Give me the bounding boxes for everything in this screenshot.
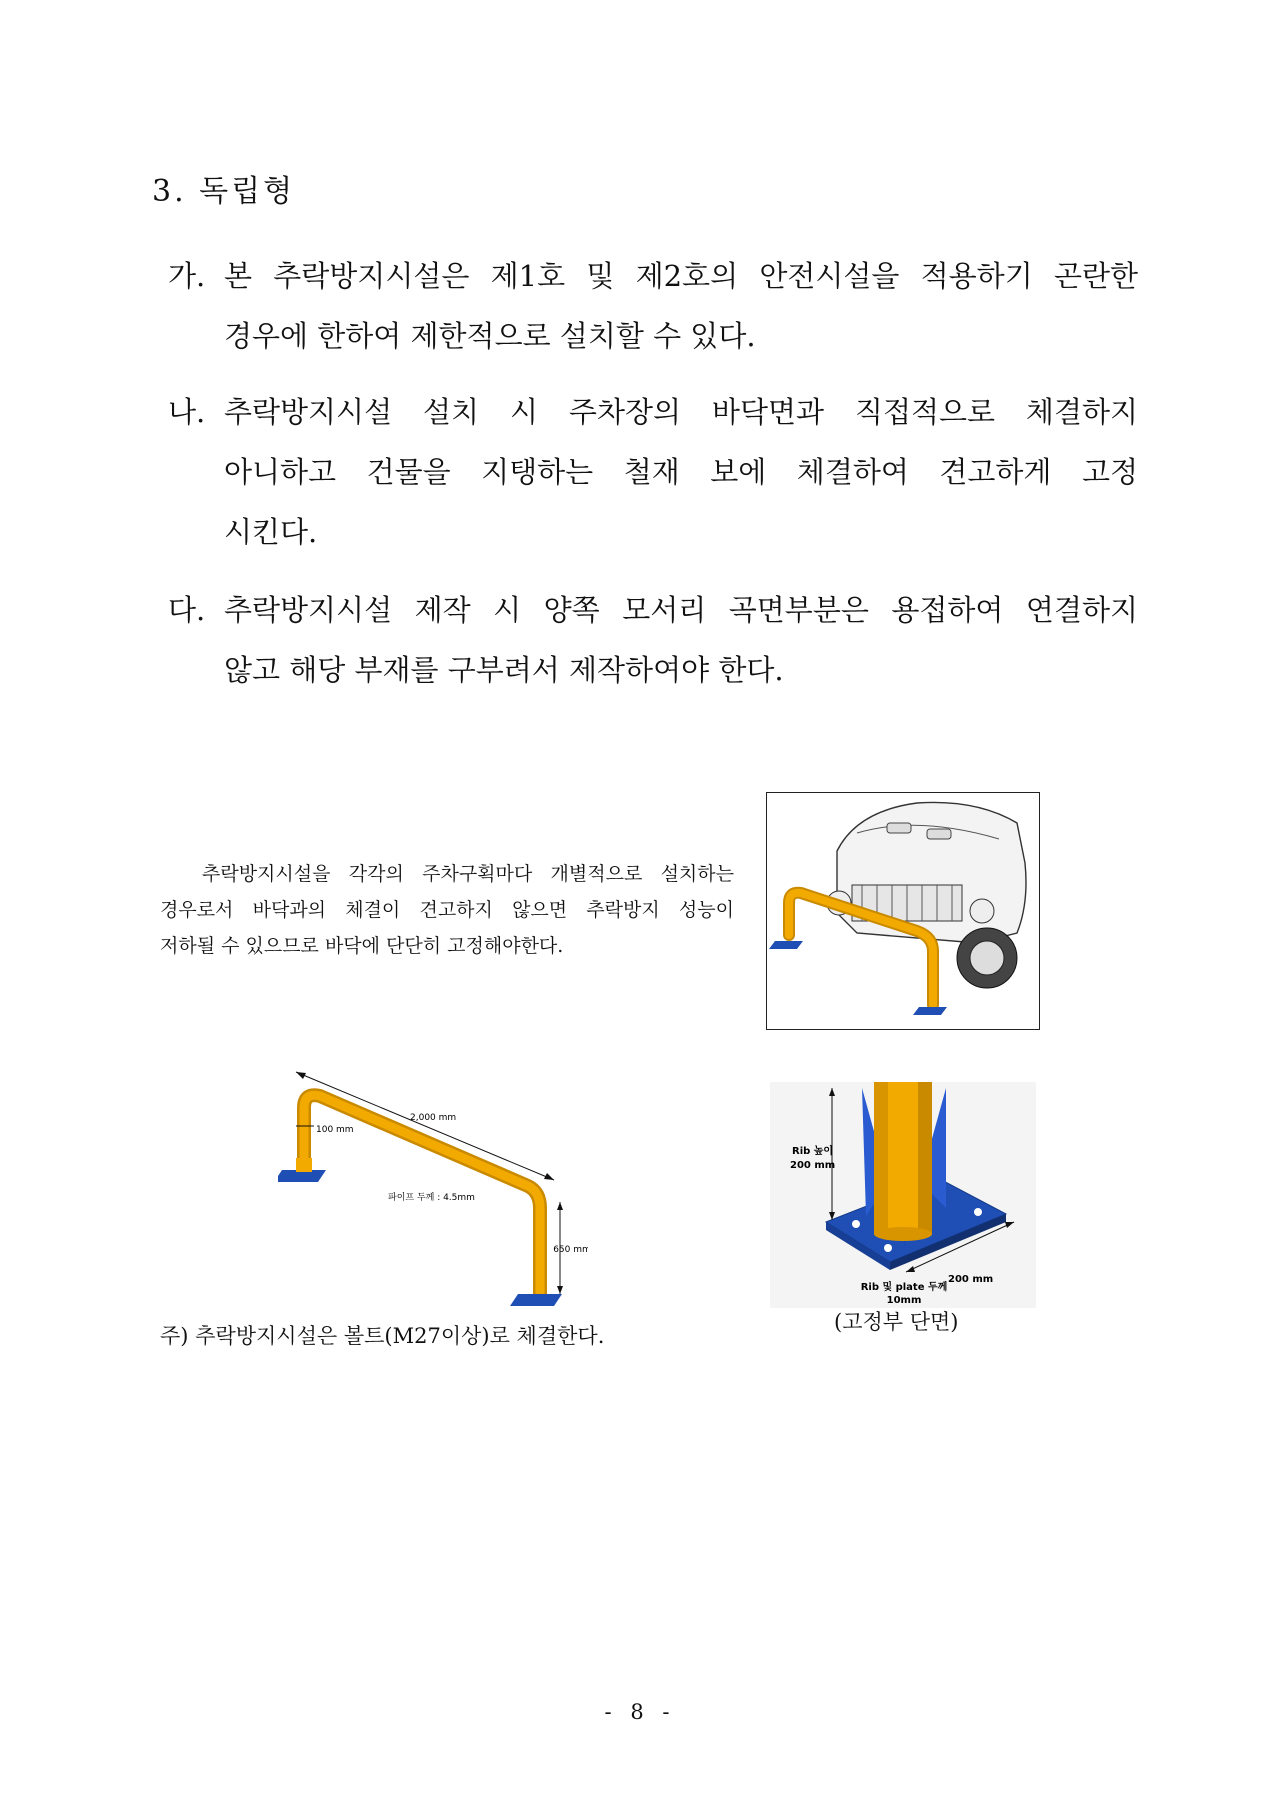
item-text: 경우에 한하여 제한적으로 설치할 수 있다. [224,319,756,353]
thickness-label-2: 10mm [886,1295,922,1306]
note-line: 추락방지시설을 각각의 주차구획마다 개별적으로 설치하는 [202,863,734,885]
item-text: 아니하고 건물을 지탱하는 철재 보에 체결하여 견고하게 고정 [224,455,1138,489]
figure-caption: (고정부 단면) [834,1310,959,1334]
installation-note [160,856,734,964]
note-line: 저하될 수 있으므로 바닥에 단단히 고정해야한다. [160,935,564,957]
item-text: 시킨다. [224,515,318,549]
item-marker: 다. [168,593,206,627]
barrier-dimension-figure [278,1062,588,1312]
car-barrier-figure [766,792,1040,1030]
note-line: 경우로서 바닥과의 체결이 견고하지 않으면 추락방지 성능이 [160,899,734,921]
car-illustration [767,793,1039,1029]
list-item-da [168,580,1138,700]
rib-height-label-1: Rib 높이 [792,1146,834,1157]
item-marker: 나. [168,395,206,429]
barrier-diagram [278,1062,588,1312]
item-marker: 가. [168,259,206,293]
item-text: 본 추락방지시설은 제1호 및 제2호의 안전시설을 적용하기 곤란한 [224,259,1138,293]
item-text: 추락방지시설 설치 시 주차장의 바닥면과 직접적으로 체결하지 [224,395,1138,429]
list-item-na [168,382,1138,562]
base-plate-diagram [770,1082,1036,1308]
footnote: 주) 추락방지시설은 볼트(M27이상)로 체결한다. [160,1324,605,1348]
thickness-label: 파이프 두께 : 4.5mm [388,1193,475,1203]
section-title: 3. 독립형 [152,174,296,209]
page-number: - 8 - [604,1700,676,1724]
list-item-ga [168,246,1138,366]
plate-width-label: 200 mm [948,1274,994,1285]
length-label: 2,000 mm [410,1113,457,1123]
base-plate-figure [770,1082,1036,1308]
item-text: 않고 해당 부재를 구부려서 제작하여야 한다. [224,653,784,687]
height-label: 650 mm [553,1245,588,1255]
diameter-label: 100 mm [316,1125,354,1135]
rib-height-label-2: 200 mm [790,1160,836,1171]
thickness-label-1: Rib 및 plate 두께 [860,1282,948,1293]
item-text: 추락방지시설 제작 시 양쪽 모서리 곡면부분은 용접하여 연결하지 [224,593,1138,627]
